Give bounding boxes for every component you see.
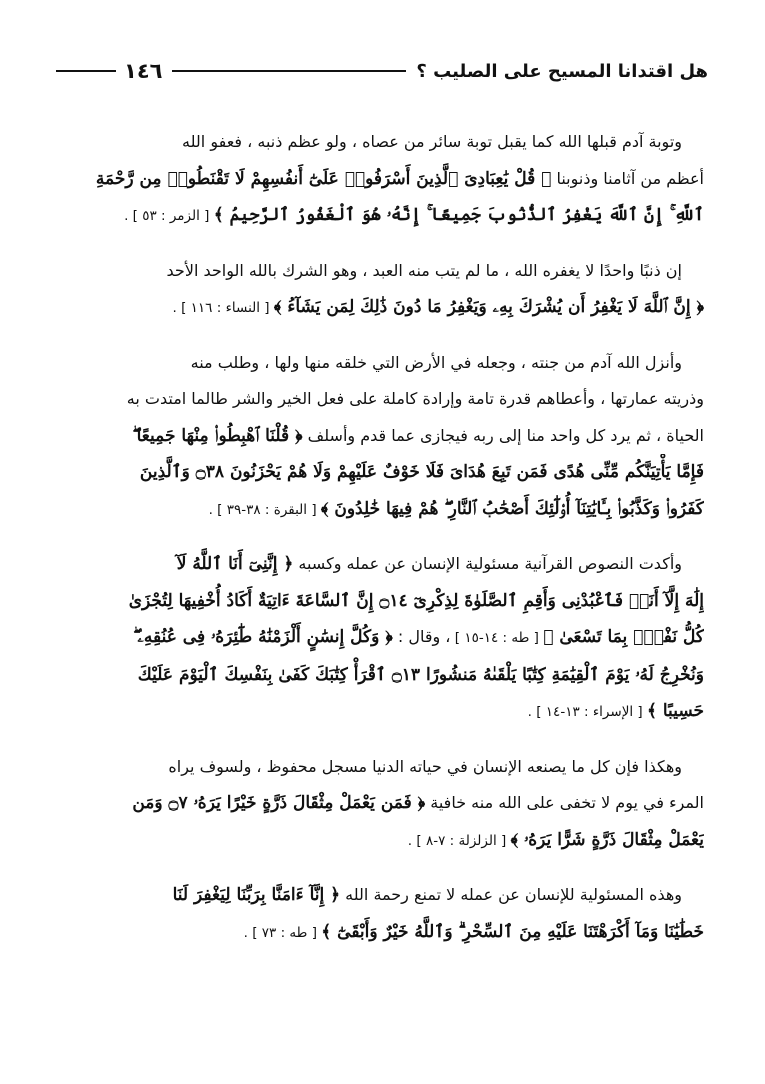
paragraph bbox=[64, 345, 704, 529]
verse-reference: [ الزمر : ٥٣ ] . bbox=[124, 208, 214, 224]
paragraph bbox=[64, 877, 704, 951]
quran-verse: كُلُّ نَفْسٍۭ بِمَا تَسْعَىٰ ﴾ bbox=[543, 627, 704, 647]
header-left-rule bbox=[56, 70, 116, 72]
text-line bbox=[64, 345, 704, 382]
text-line bbox=[64, 418, 704, 455]
paragraph bbox=[64, 124, 704, 235]
body-text: وهذه المسئولية للإنسان عن عمله لا تمنع رحمة الله bbox=[340, 885, 682, 904]
body-text: الحياة ، ثم يرد كل واحد منا إلى ربه فيجازى عما قدم وأسلف bbox=[302, 425, 704, 445]
quran-verse: ﴿ إِنَّ ٱللَّهَ لَا يَغْفِرُ أَن يُشْرَكَ بِهِۦ وَيَغْفِرُ مَا دُونَ ذَٰلِكَ لِمَن يَشَآءُ ﴾ bbox=[273, 297, 704, 317]
quran-verse: خَطَٰيَٰنَا وَمَآ أَكْرَهْتَنَا عَلَيْهِ مِنَ ٱلسِّحْرِ ۗ وَٱللَّهُ خَيْرٌ وَأَبْقَىٰٓ ﴾ bbox=[321, 921, 704, 942]
quran-verse: فَإِمَّا يَأْتِيَنَّكُم مِّنِّى هُدًى فَمَن تَبِعَ هُدَاىَ فَلَا خَوْفٌ عَلَيْهِمْ وَلَا هُمْ يَحْزَنُونَ ۝٣٨ وَٱلَّذِينَ bbox=[139, 462, 704, 482]
text-line bbox=[64, 619, 704, 657]
text-line bbox=[64, 693, 704, 731]
text-line bbox=[64, 749, 704, 786]
text-line bbox=[64, 914, 704, 952]
quran-verse: حَسِيبًا ﴾ bbox=[647, 701, 704, 721]
body-text: المرء في يوم لا تخفى على الله منه خافية bbox=[425, 793, 704, 812]
verse-reference: [ طه : ٧٣ ] . bbox=[243, 924, 322, 941]
verse-reference: [ النساء : ١١٦ ] . bbox=[172, 300, 274, 316]
text-line bbox=[64, 546, 704, 583]
text-line bbox=[64, 491, 704, 529]
quran-verse: وَنُخْرِجُ لَهُۥ يَوْمَ ٱلْقِيَٰمَةِ كِتَٰبًا يَلْقَىٰهُ مَنشُورًا ۝١٣ ٱقْرَأْ كِتَٰبَكَ كَفَىٰ بِنَفْسِكَ ٱلْيَوْمَ عَلَيْكَ bbox=[137, 664, 704, 685]
quran-verse: ﴿ قُلْ يَٰعِبَادِىَ ٱلَّذِينَ أَسْرَفُوا۟ عَلَىٰٓ أَنفُسِهِمْ لَا تَقْنَطُوا۟ مِن رَّحْمَةِ bbox=[95, 168, 552, 189]
body-text: وهكذا فإن كل ما يصنعه الإنسان في حياته الدنيا مسجل محفوظ ، ولسوف يراه bbox=[168, 756, 682, 776]
text-line bbox=[64, 161, 704, 198]
text-line bbox=[64, 454, 704, 491]
paragraph bbox=[64, 253, 704, 327]
running-title: هل اقتدانا المسيح على الصليب ؟ bbox=[416, 60, 708, 82]
body-text: ، وقال : bbox=[392, 627, 451, 646]
text-line bbox=[64, 381, 704, 418]
text-line bbox=[64, 877, 704, 914]
quran-verse: ﴿ وَكُلَّ إِنسَٰنٍ أَلْزَمْنَٰهُ طَٰٓئِرَهُۥ فِى عُنُقِهِۦ ۖ bbox=[133, 627, 393, 647]
text-line bbox=[64, 657, 704, 694]
body-text: وأكدت النصوص القرآنية مسئولية الإنسان عن عمله وكسبه bbox=[293, 554, 682, 573]
header-rule bbox=[172, 70, 406, 72]
text-line bbox=[64, 124, 704, 161]
body-text: إن ذنبًا واحدًا لا يغفره الله ، ما لم يتب منه العبد ، وهو الشرك بالله الواحد الأحد bbox=[166, 260, 682, 280]
text-line bbox=[64, 583, 704, 620]
text-line bbox=[64, 289, 704, 327]
text-line bbox=[64, 822, 704, 860]
page-header bbox=[56, 56, 708, 86]
quran-verse: ٱللَّهِ ۚ إِنَّ ٱللَّهَ يَغْفِرُ ٱلذُّنُوبَ جَمِيعًا ۚ إِنَّهُۥ هُوَ ٱلْغَفُورُ ٱلرَّحِيمُ ﴾ bbox=[213, 205, 704, 225]
page-number: ١٤٦ bbox=[124, 59, 163, 83]
text-line bbox=[64, 253, 704, 290]
body-text: وذريته عمارتها ، وأعطاهم قدرة تامة وإرادة كاملة على فعل الخير والشر طالما امتدت به bbox=[126, 389, 704, 408]
text-line bbox=[64, 785, 704, 822]
verse-reference: [ الإسراء : ١٣-١٤ ] . bbox=[527, 704, 647, 720]
quran-verse: ﴿ فَمَن يَعْمَلْ مِثْقَالَ ذَرَّةٍ خَيْرًا يَرَهُۥ ۝٧ وَمَن bbox=[132, 793, 426, 813]
body-text: وأنزل الله آدم من جنته ، وجعله في الأرض التي خلقه منها ولها ، وطلب منه bbox=[190, 352, 682, 372]
verse-reference: [ الزلزلة : ٧-٨ ] . bbox=[407, 832, 511, 849]
verse-reference: [ البقرة : ٣٨-٣٩ ] . bbox=[208, 501, 321, 518]
quran-verse: كَفَرُوا۟ وَكَذَّبُوا۟ بِـَٔايَٰتِنَآ أُو۟لَٰٓئِكَ أَصْحَٰبُ ٱلنَّارِ ۖ هُمْ فِيهَا خَٰلِدُونَ ﴾ bbox=[320, 498, 704, 519]
paragraph bbox=[64, 546, 704, 731]
quran-verse: يَعْمَلْ مِثْقَالَ ذَرَّةٍ شَرًّا يَرَهُۥ ﴾ bbox=[510, 829, 704, 850]
body-text: أعظم من آثامنا وذنوبنا bbox=[551, 168, 704, 188]
quran-verse: ﴿ إِنَّنِىٓ أَنَا ٱللَّهُ لَآ bbox=[176, 554, 294, 574]
paragraph bbox=[64, 749, 704, 860]
text-line bbox=[64, 197, 704, 235]
quran-verse: إِلَٰهَ إِلَّآ أَنَا۠ فَٱعْبُدْنِى وَأَقِمِ ٱلصَّلَوٰةَ لِذِكْرِىٓ ۝١٤ إِنَّ ٱلسَّاعَةَ ءَاتِيَةٌ أَكَادُ أُخْفِيهَا لِتُجْزَىٰ bbox=[128, 590, 704, 611]
page-body bbox=[64, 124, 704, 969]
quran-verse: ﴿ قُلْنَا ٱهْبِطُوا۟ مِنْهَا جَمِيعًا ۖ bbox=[132, 425, 303, 446]
body-text: وتوبة آدم قبلها الله كما يقبل توبة سائر من عصاه ، ولو عظم ذنبه ، فعفو الله bbox=[182, 132, 682, 151]
verse-reference: [ طه : ١٤-١٥ ] bbox=[450, 630, 544, 646]
quran-verse: ﴿ إِنَّآ ءَامَنَّا بِرَبِّنَا لِيَغْفِرَ لَنَا bbox=[172, 885, 341, 905]
